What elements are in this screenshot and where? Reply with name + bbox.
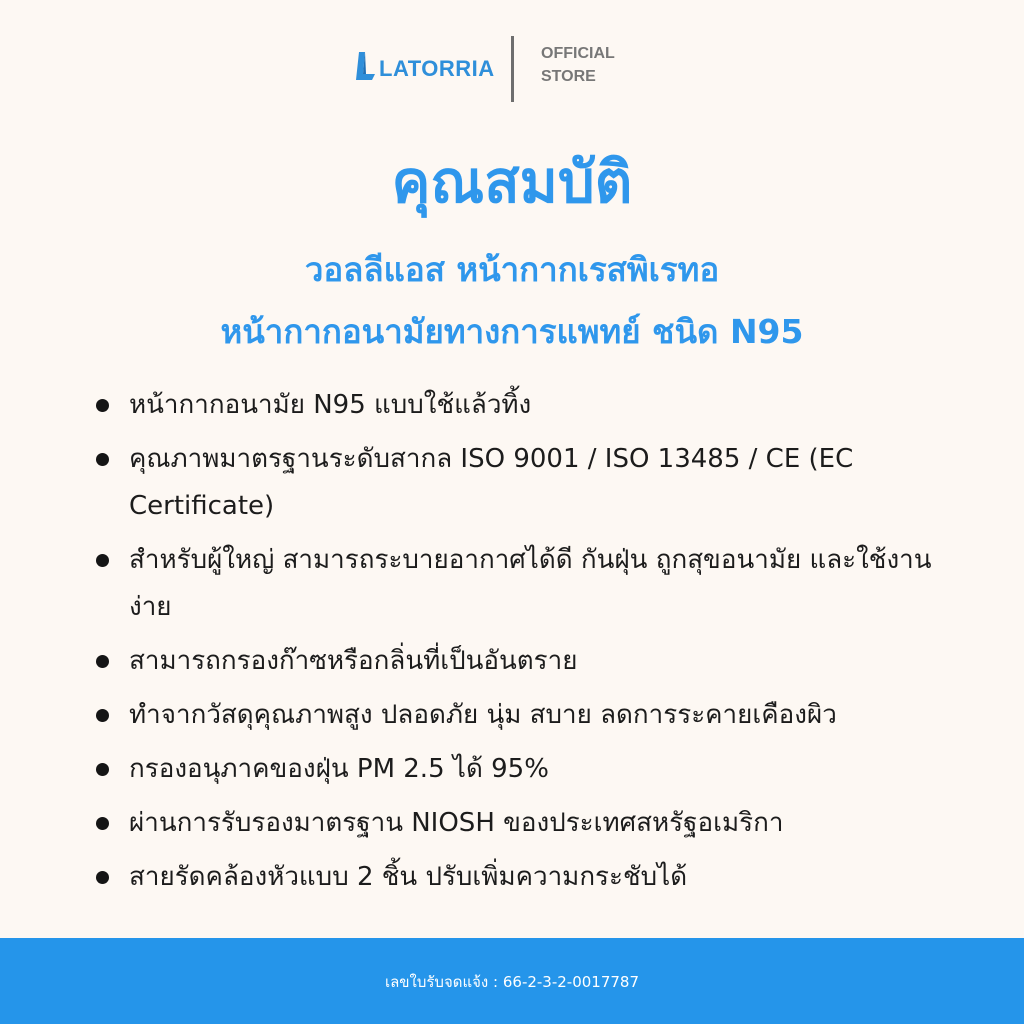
feature-text: สายรัดคล้องหัวแบบ 2 ชิ้น ปรับเพิ่มความกระชับได้ xyxy=(129,862,688,892)
feature-item xyxy=(92,382,972,429)
page-title: คุณสมบัติ xyxy=(391,148,633,216)
registration-number: เลขใบรับจดแจ้ง : 66-2-3-2-0017787 xyxy=(384,973,640,991)
product-name-line-1: วอลลีแอส หน้ากากเรสพิเรทอ xyxy=(304,250,720,289)
feature-item xyxy=(92,638,972,685)
brand-logo xyxy=(354,50,495,82)
footer-bar xyxy=(0,938,1024,1024)
bullet-icon xyxy=(96,709,109,722)
feature-item xyxy=(92,537,972,631)
feature-item xyxy=(92,692,972,739)
latorria-logo-mark-icon xyxy=(354,50,378,82)
feature-text: คุณภาพมาตรฐานระดับสากล ISO 9001 / ISO 13485 / CE (EC Certificate) xyxy=(129,444,854,521)
bullet-icon xyxy=(96,817,109,830)
store-label-line-1: OFFICIAL xyxy=(541,45,615,62)
feature-item xyxy=(92,854,972,901)
official-store-label xyxy=(541,42,615,88)
feature-text: กรองอนุภาคของฝุ่น PM 2.5 ได้ 95% xyxy=(129,754,549,784)
bullet-icon xyxy=(96,399,109,412)
feature-item xyxy=(92,800,972,847)
brand-logo-text: LATORRIA xyxy=(379,56,495,81)
feature-text: สำหรับผู้ใหญ่ สามารถระบายอากาศได้ดี กันฝุ่น ถูกสุขอนามัย และใช้งานง่าย xyxy=(129,545,932,622)
header-divider xyxy=(511,36,514,102)
bullet-icon xyxy=(96,453,109,466)
feature-text: หน้ากากอนามัย N95 แบบใช้แล้วทิ้ง xyxy=(129,390,532,420)
product-name-line-2: หน้ากากอนามัยทางการแพทย์ ชนิด N95 xyxy=(220,312,804,351)
bullet-icon xyxy=(96,763,109,776)
bullet-icon xyxy=(96,655,109,668)
feature-list xyxy=(92,382,972,908)
feature-item xyxy=(92,436,972,530)
store-label-line-2: STORE xyxy=(541,68,596,85)
feature-item xyxy=(92,746,972,793)
bullet-icon xyxy=(96,871,109,884)
header xyxy=(0,32,1024,104)
feature-text: ทำจากวัสดุคุณภาพสูง ปลอดภัย นุ่ม สบาย ลดการระคายเคืองผิว xyxy=(129,700,837,730)
feature-text: สามารถกรองก๊าซหรือกลิ่นที่เป็นอันตราย xyxy=(129,646,578,676)
bullet-icon xyxy=(96,554,109,567)
feature-text: ผ่านการรับรองมาตรฐาน NIOSH ของประเทศสหรัฐอเมริกา xyxy=(129,808,784,838)
